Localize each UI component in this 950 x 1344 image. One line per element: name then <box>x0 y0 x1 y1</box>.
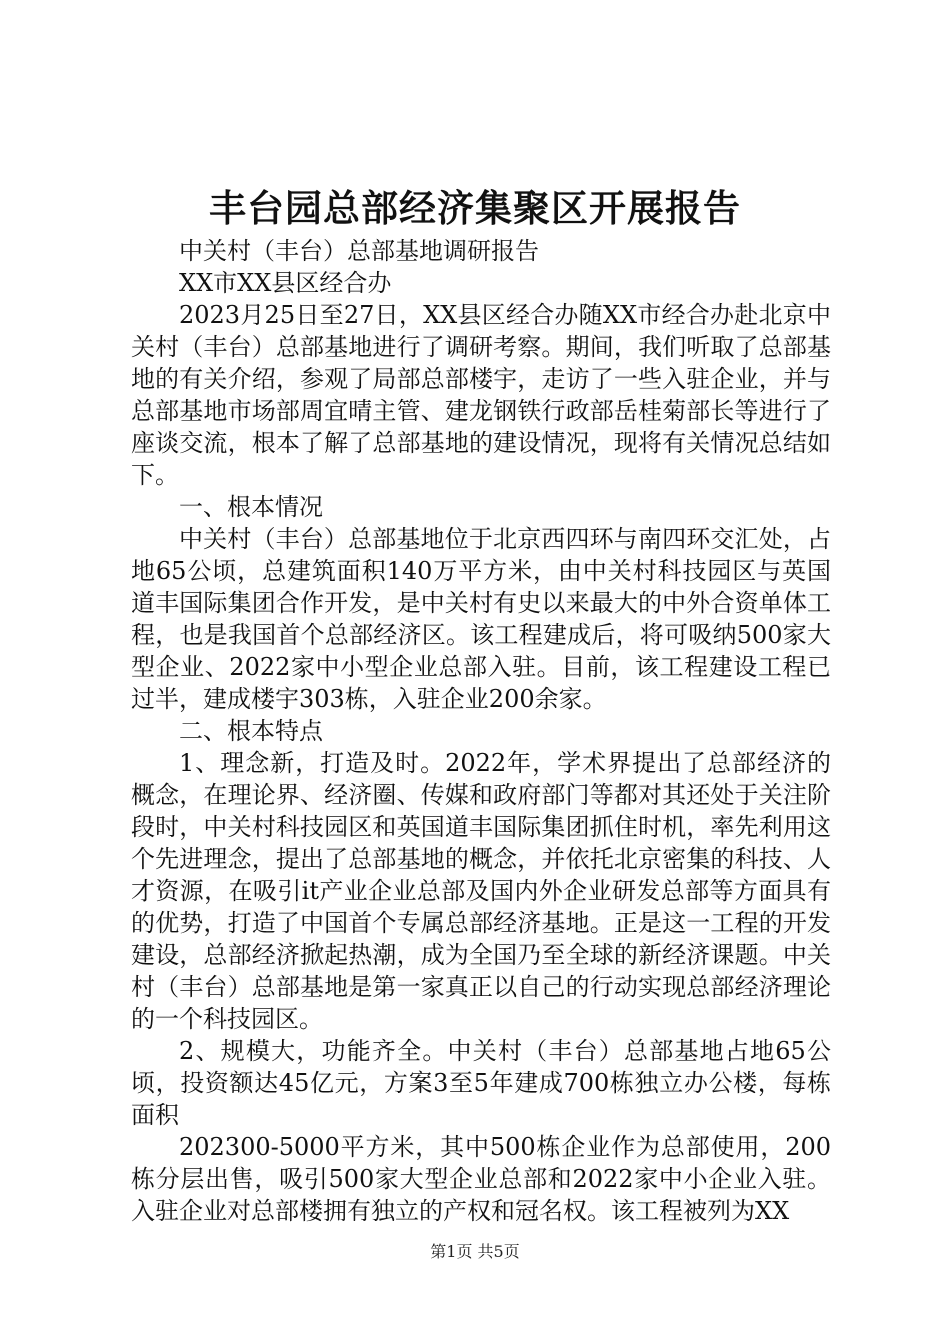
document-title: 丰台园总部经济集聚区开展报告 <box>209 186 741 230</box>
section-heading-basic-features: 二、根本特点 <box>179 717 323 745</box>
document-body <box>131 235 831 1227</box>
page-footer: 第1页 共5页 <box>430 1242 520 1261</box>
intro-paragraph: 2023月25日至27日，XX县区经合办随XX市经合办赴北京中关村（丰台）总部基地进行了调研考察。期间，我们听取了总部基地的有关介绍，参观了局部总部楼宇，走访了一些入驻企业，并与总部基地市场部周宜晴主管、建龙钢铁行政部岳桂菊部长等进行了座谈交流，根本了解了总部基地的建设情况，现将有关情况总结如下。 <box>131 301 831 489</box>
author-paragraph: XX市XX县区经合办 <box>179 269 392 297</box>
section-heading-basic-situation: 一、根本情况 <box>179 493 323 521</box>
subtitle-paragraph: 中关村（丰台）总部基地调研报告 <box>179 237 539 265</box>
feature-1-paragraph: 1、理念新，打造及时。2022年，学术界提出了总部经济的概念，在理论界、经济圈、传媒和政府部门等都对其还处于关注阶段时，中关村科技园区和英国道丰国际集团抓住时机，率先利用这个先进理念，提出了总部基地的概念，并依托北京密集的科技、人才资源，在吸引it产业企业总部及国内外企业研发总部等方面具有的优势，打造了中国首个专属总部经济基地。正是这一工程的开发建设，总部经济掀起热潮，成为全国乃至全球的新经济课题。中关村（丰台）总部基地是第一家真正以自己的行动实现总部经济理论的一个科技园区。 <box>131 749 831 1033</box>
feature-2-paragraph: 2、规模大，功能齐全。中关村（丰台）总部基地占地65公顷，投资额达45亿元，方案3至5年建成700栋独立办公楼，每栋面积 <box>131 1037 831 1129</box>
basic-situation-paragraph: 中关村（丰台）总部基地位于北京西四环与南四环交汇处，占地65公顷，总建筑面积140万平方米，由中关村科技园区与英国道丰国际集团合作开发，是中关村有史以来最大的中外合资单体工程，也是我国首个总部经济区。该工程建成后，将可吸纳500家大型企业、2022家中小型企业总部入驻。目前，该工程建设工程已过半，建成楼宇303栋，入驻企业200余家。 <box>131 525 831 713</box>
feature-2-continued-paragraph: 202300-5000平方米，其中500栋企业作为总部使用，200栋分层出售，吸引500家大型企业总部和2022家中小企业入驻。入驻企业对总部楼拥有独立的产权和冠名权。该工程被列为XX <box>131 1133 831 1225</box>
